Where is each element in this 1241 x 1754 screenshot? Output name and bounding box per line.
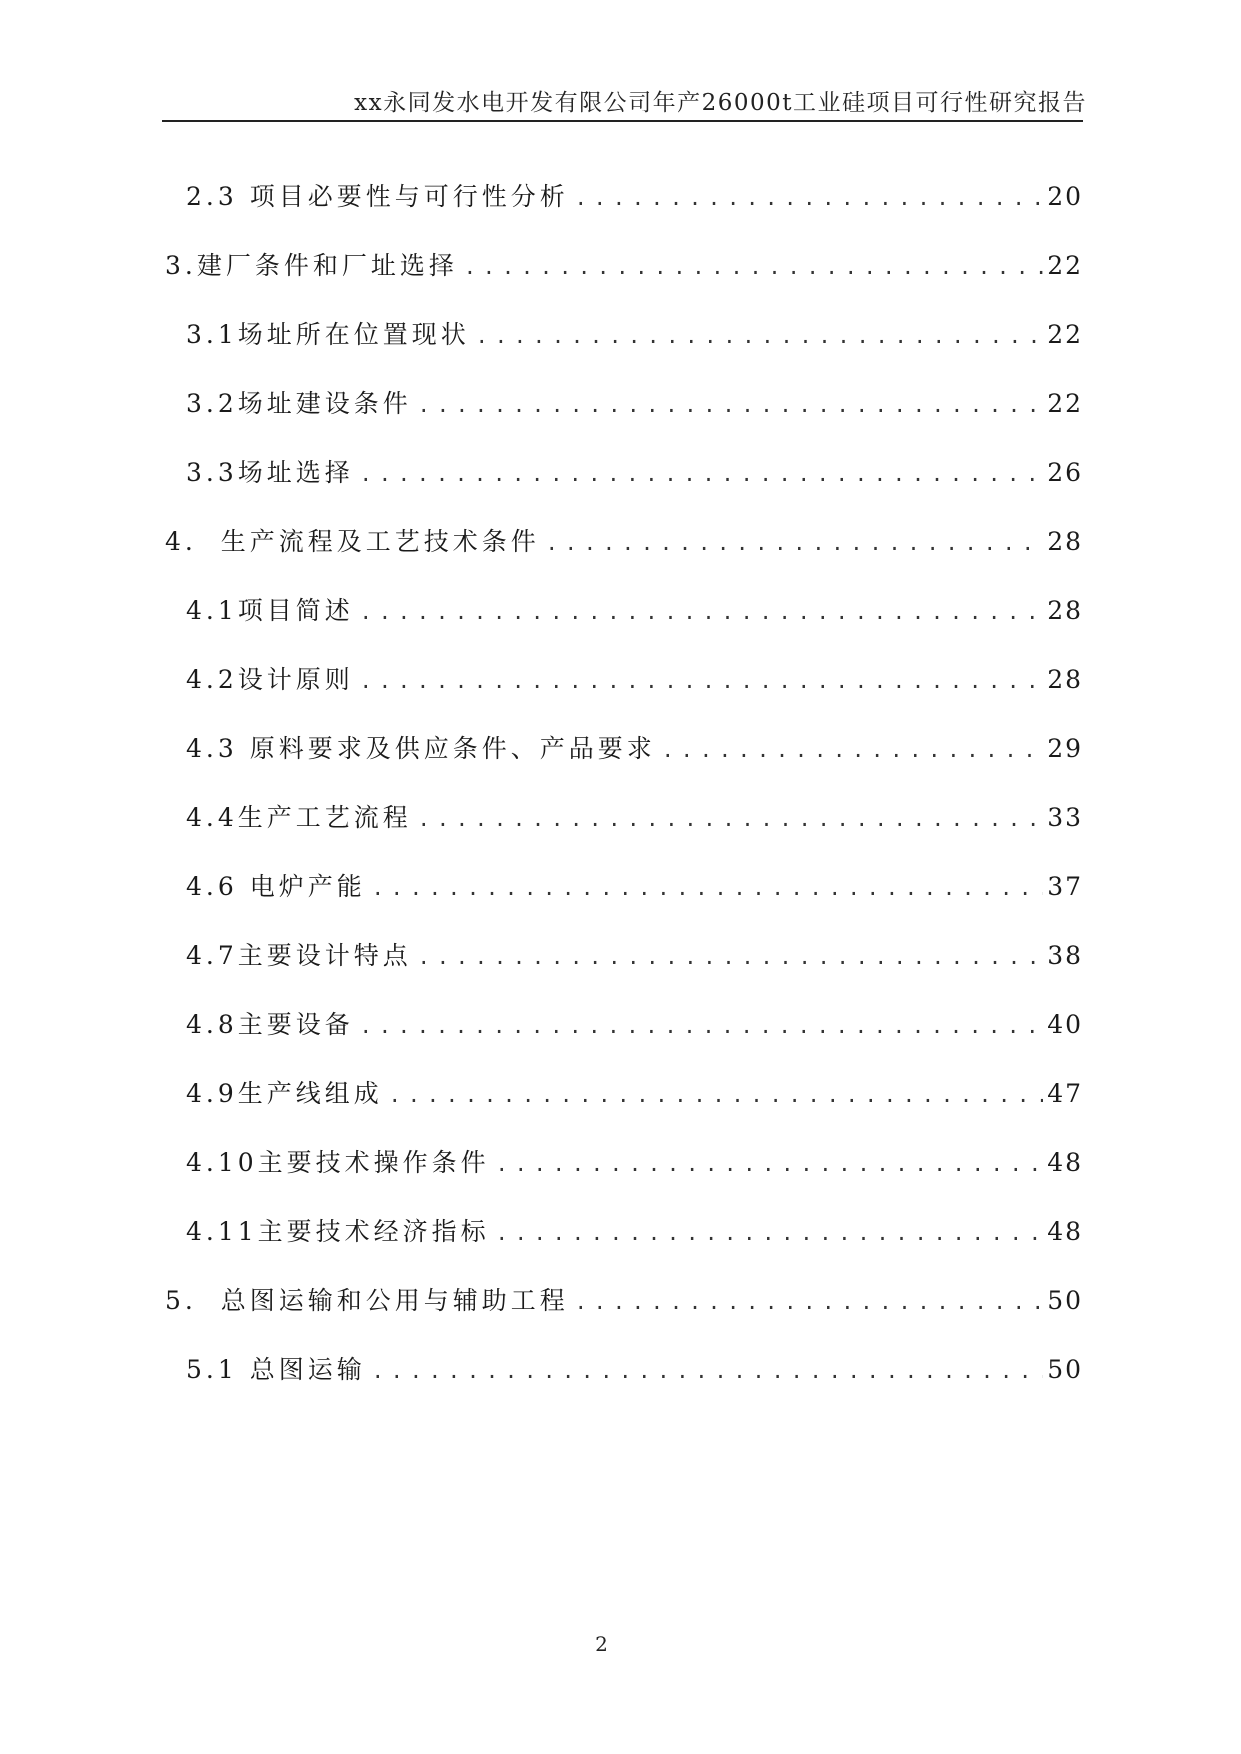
toc-entry[interactable] (186, 731, 1083, 767)
toc-entry[interactable] (186, 455, 1083, 491)
toc-entry-page: 33 (1047, 803, 1083, 832)
toc-entry-number: 4.1 (186, 596, 238, 625)
toc-entry[interactable] (186, 1214, 1083, 1250)
toc-entry[interactable] (165, 248, 1083, 284)
toc-entry-title: 场址所在位置现状 (237, 320, 470, 349)
toc-entry-number: 3. (165, 251, 197, 280)
toc-entry-page: 38 (1047, 941, 1083, 970)
toc-entry-page: 48 (1047, 1217, 1083, 1246)
toc-entry-title: 项目简述 (237, 596, 354, 625)
toc-entry-number: 4.10 (186, 1148, 258, 1177)
toc-entry-title: 项目必要性与可行性分析 (249, 182, 569, 211)
toc-entry[interactable] (186, 1076, 1083, 1112)
toc-entry-number: 4.4 (186, 803, 238, 832)
toc-entry-page: 50 (1047, 1355, 1083, 1384)
toc-entry-page: 22 (1047, 251, 1083, 280)
toc-leader-dots (575, 1284, 1043, 1320)
toc-entry-page: 40 (1047, 1010, 1083, 1039)
toc-entry[interactable] (186, 938, 1083, 974)
toc-leader-dots (418, 387, 1043, 423)
toc-entry[interactable] (186, 1352, 1083, 1388)
toc-entry-title: 场址建设条件 (237, 389, 412, 418)
toc-entry-number: 4.6 (186, 872, 250, 901)
toc-entry[interactable] (186, 800, 1083, 836)
toc-entry[interactable] (186, 1007, 1083, 1043)
toc-entry-number: 4. (165, 527, 221, 556)
toc-leader-dots (496, 1215, 1044, 1251)
toc-entry-title: 生产线组成 (237, 1079, 383, 1108)
toc-entry-title: 设计原则 (237, 665, 354, 694)
toc-entry-page: 37 (1047, 872, 1083, 901)
toc-entry[interactable] (186, 179, 1083, 215)
toc-entry-page: 28 (1047, 527, 1083, 556)
toc-entry-number: 3.2 (186, 389, 238, 418)
toc-entry-number: 3.1 (186, 320, 238, 349)
toc-entry-page: 26 (1047, 458, 1083, 487)
toc-entry-page: 29 (1047, 734, 1083, 763)
toc-leader-dots (372, 870, 1043, 906)
toc-entry-title: 电炉产能 (249, 872, 366, 901)
toc-entry-page: 48 (1047, 1148, 1083, 1177)
toc-entry-page: 20 (1047, 182, 1083, 211)
toc-entry-number: 2.3 (186, 182, 250, 211)
toc-leader-dots (360, 663, 1043, 699)
toc-entry-title: 原料要求及供应条件、产品要求 (249, 734, 656, 763)
toc-entry-page: 47 (1047, 1079, 1083, 1108)
toc-entry-number: 4.3 (186, 734, 250, 763)
toc-entry-title: 建厂条件和厂址选择 (196, 251, 458, 280)
toc-leader-dots (575, 180, 1043, 216)
toc-entry-number: 4.2 (186, 665, 238, 694)
toc-entry-title: 主要设备 (237, 1010, 354, 1039)
toc-entry[interactable] (186, 1145, 1083, 1181)
toc-leader-dots (360, 456, 1043, 492)
toc-entry-title: 场址选择 (237, 458, 354, 487)
toc-leader-dots (360, 1008, 1043, 1044)
toc-entry[interactable] (186, 662, 1083, 698)
toc-entry-number: 5. (165, 1286, 221, 1315)
toc-entry[interactable] (186, 869, 1083, 905)
toc-entry-number: 3.3 (186, 458, 238, 487)
toc-entry[interactable] (186, 317, 1083, 353)
toc-entry-page: 22 (1047, 389, 1083, 418)
toc-entry-page: 28 (1047, 596, 1083, 625)
toc-entry-page: 28 (1047, 665, 1083, 694)
toc-entry-page: 22 (1047, 320, 1083, 349)
page-number: 2 (595, 1632, 608, 1656)
toc-leader-dots (360, 594, 1043, 630)
toc-entry-title: 主要设计特点 (237, 941, 412, 970)
toc-leader-dots (389, 1077, 1043, 1113)
toc-entry-page: 50 (1047, 1286, 1083, 1315)
toc-entry-title: 生产工艺流程 (237, 803, 412, 832)
toc-entry-number: 5.1 (186, 1355, 250, 1384)
toc-entry[interactable] (165, 524, 1083, 560)
toc-leader-dots (372, 1353, 1043, 1389)
toc-leader-dots (662, 732, 1043, 768)
toc-leader-dots (418, 801, 1043, 837)
toc-entry-number: 4.9 (186, 1079, 238, 1108)
toc-entry[interactable] (186, 593, 1083, 629)
toc-leader-dots (546, 525, 1043, 561)
running-header: xx永同发水电开发有限公司年产26000t工业硅项目可行性研究报告 (354, 90, 1087, 116)
toc-leader-dots (418, 939, 1043, 975)
toc-entry-title: 主要技术操作条件 (257, 1148, 490, 1177)
toc-leader-dots (476, 318, 1043, 354)
toc-leader-dots (496, 1146, 1044, 1182)
toc-entry[interactable] (186, 386, 1083, 422)
toc-entry-number: 4.7 (186, 941, 238, 970)
toc-entry-title: 总图运输 (249, 1355, 366, 1384)
toc-entry-title: 总图运输和公用与辅助工程 (220, 1286, 569, 1315)
toc-entry-title: 主要技术经济指标 (257, 1217, 490, 1246)
toc-entry-number: 4.8 (186, 1010, 238, 1039)
toc-entry[interactable] (165, 1283, 1083, 1319)
toc-leader-dots (464, 249, 1043, 285)
toc-entry-number: 4.11 (186, 1217, 258, 1246)
toc-entry-title: 生产流程及工艺技术条件 (220, 527, 540, 556)
